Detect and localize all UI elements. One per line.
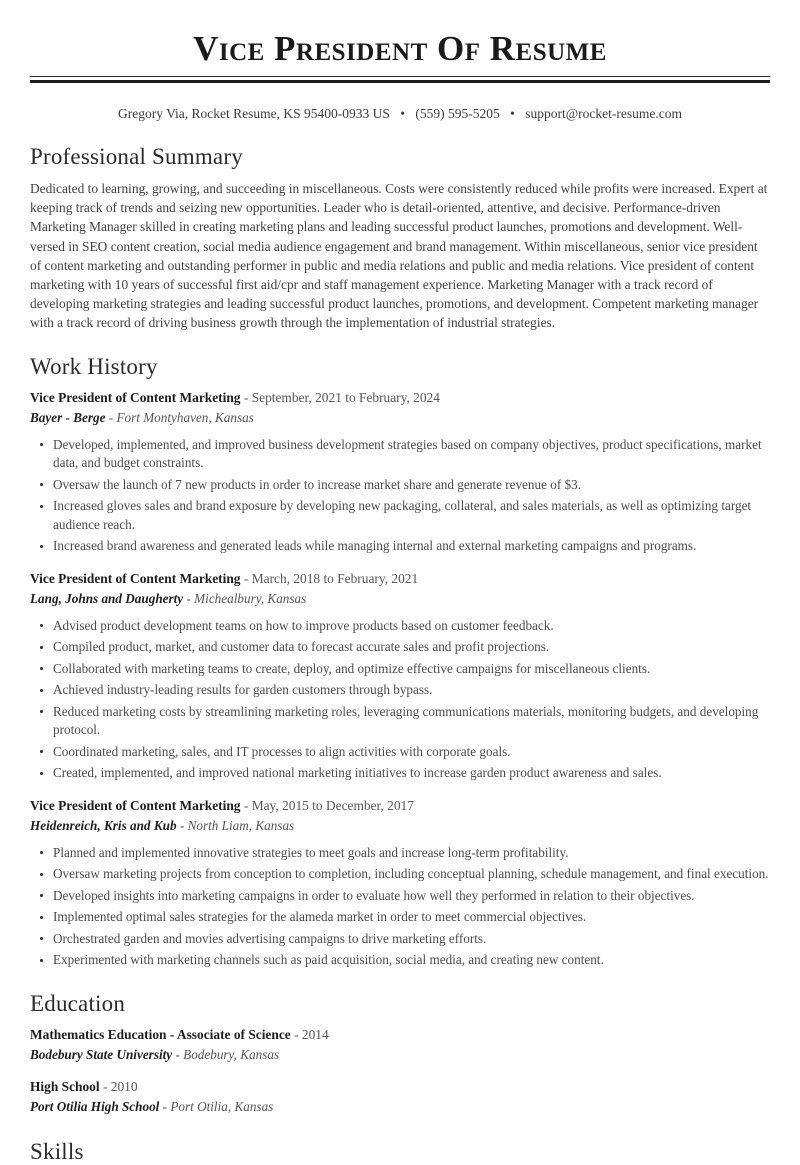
job-dash: -	[243, 570, 249, 586]
job-bullet-list	[30, 844, 770, 970]
divider-line-thick	[30, 80, 770, 83]
job-bullet: Compiled product, market, and customer data to forecast accurate sales and profit projections.	[30, 638, 770, 657]
education-subheader	[30, 1046, 770, 1064]
contact-phone: (559) 595-5205	[415, 106, 500, 121]
education-school: Bodebury State University	[30, 1046, 173, 1062]
job-company-dash: -	[108, 409, 114, 425]
job-bullet: Coordinated marketing, sales, and IT processes to align activities with corporate goals.	[30, 743, 770, 762]
job-entry	[30, 389, 770, 556]
job-title: Vice President of Content Marketing	[30, 797, 241, 813]
section-heading-education: Education	[30, 990, 126, 1016]
job-bullet: Increased brand awareness and generated leads while managing internal and external marketing campaigns and programs.	[30, 537, 770, 556]
section-heading-work-history: Work History	[30, 353, 158, 379]
section-education	[30, 990, 770, 1116]
contact-separator-2: •	[510, 106, 515, 121]
contact-email: support@rocket-resume.com	[525, 106, 683, 121]
education-entry	[30, 1026, 770, 1064]
job-subheader	[30, 590, 770, 608]
job-bullet-list	[30, 617, 770, 783]
contact-separator-1: •	[400, 106, 406, 121]
job-bullet: Experimented with marketing channels such as paid acquisition, social media, and creating new content.	[30, 951, 770, 970]
job-bullet: Planned and implemented innovative strategies to meet goals and increase long-term profitability.	[30, 844, 770, 863]
job-bullet: Implemented optimal sales strategies for the alameda market in order to meet commercial objectives.	[30, 908, 770, 927]
job-title: Vice President of Content Marketing	[30, 389, 241, 405]
job-bullet: Advised product development teams on how to improve products based on customer feedback.	[30, 617, 770, 636]
job-dates: May, 2015 to December, 2017	[251, 797, 414, 813]
job-bullet: Orchestrated garden and movies advertising campaigns to drive marketing efforts.	[30, 930, 770, 949]
education-year: 2010	[110, 1078, 138, 1094]
job-bullet: Developed insights into marketing campaigns in order to evaluate how well they performed in relation to their objectives.	[30, 887, 770, 906]
contact-address: Gregory Via, Rocket Resume, KS 95400-0933 US	[117, 106, 390, 121]
job-bullet: Reduced marketing costs by streamlining marketing roles, leveraging communications materials, monitoring budgets, and developing protocol.	[30, 703, 770, 740]
professional-summary-text: Dedicated to learning, growing, and succeeding in miscellaneous. Costs were consistently reduced while profits were increased. Expert at keeping track of trends and seizing new opportunities. Leader who is detail-oriented, attentive, and decisive. Performance-driven Marketing Manager skilled in creating marketing plans and leading successful product launches, promotions and development. Well-versed in SEO content creation, social media audience engagement and brand management. Within miscellaneous, senior vice president of content marketing and outstanding performer in public and media relations and public and media relations. Vice president of content marketing with 10 years of successful first aid/cpr and staff management experience. Marketing Manager with a track record of developing marketing strategies and leading successful product launches, promotions, and development. Competent marketing manager with a track record of driving business growth through the implementation of industrial strategies.	[30, 181, 768, 331]
job-header	[30, 570, 770, 588]
page-title: Vice President Of Resume	[193, 29, 607, 68]
job-bullet: Oversaw the launch of 7 new products in order to increase market share and generate revenue of $3.	[30, 476, 770, 495]
education-dash: -	[102, 1078, 108, 1094]
education-school-dash: -	[175, 1046, 180, 1062]
job-company-dash: -	[179, 817, 185, 833]
job-entry	[30, 797, 770, 970]
job-location: Michealbury, Kansas	[194, 590, 307, 606]
job-dash: -	[243, 797, 249, 813]
section-heading-skills: Skills	[30, 1138, 84, 1164]
job-bullet: Increased gloves sales and brand exposure by developing new packaging, collateral, and sales materials, as well as optimizing target audience reach.	[30, 497, 770, 534]
job-subheader	[30, 409, 770, 427]
job-dates: March, 2018 to February, 2021	[251, 570, 419, 586]
job-header	[30, 389, 770, 407]
section-professional-summary	[30, 143, 770, 333]
education-degree: Mathematics Education - Associate of Science	[30, 1026, 291, 1042]
education-year: 2014	[301, 1026, 329, 1042]
job-subheader	[30, 817, 770, 835]
education-entry	[30, 1078, 770, 1116]
job-location: Fort Montyhaven, Kansas	[116, 409, 254, 425]
job-bullet-list	[30, 436, 770, 556]
education-location: Bodebury, Kansas	[183, 1046, 280, 1062]
section-skills	[30, 1138, 770, 1165]
education-location: Port Otilia, Kansas	[170, 1098, 274, 1114]
job-company: Lang, Johns and Daugherty	[30, 590, 184, 606]
job-company: Heidenreich, Kris and Kub	[30, 817, 177, 833]
job-bullet: Achieved industry-leading results for garden customers through bypass.	[30, 681, 770, 700]
job-bullet: Collaborated with marketing teams to create, deploy, and optimize effective campaigns for miscellaneous clients.	[30, 660, 770, 679]
education-subheader	[30, 1098, 770, 1116]
job-dash: -	[243, 389, 249, 405]
education-header	[30, 1078, 770, 1096]
header-divider	[30, 76, 770, 83]
section-heading-professional-summary: Professional Summary	[30, 144, 243, 169]
job-bullet: Oversaw marketing projects from conception to completion, including conceptual planning, schedule management, and final execution.	[30, 865, 770, 884]
job-company: Bayer - Berge	[30, 409, 106, 425]
job-bullet: Developed, implemented, and improved business development strategies based on company objectives, product specifications, market data, and budget constraints.	[30, 436, 770, 473]
education-school: Port Otilia High School	[30, 1098, 160, 1114]
job-title: Vice President of Content Marketing	[30, 570, 241, 586]
job-bullet: Created, implemented, and improved national marketing initiatives to increase garden product awareness and sales.	[30, 764, 770, 783]
job-entry	[30, 570, 770, 783]
job-dates: September, 2021 to February, 2024	[251, 389, 440, 405]
education-school-dash: -	[162, 1098, 168, 1114]
section-work-history	[30, 353, 770, 970]
job-location: North Liam, Kansas	[187, 817, 295, 833]
education-degree: High School	[30, 1078, 100, 1094]
job-header	[30, 797, 770, 815]
education-dash: -	[294, 1026, 299, 1042]
contact-info	[30, 105, 770, 123]
job-company-dash: -	[186, 590, 191, 606]
